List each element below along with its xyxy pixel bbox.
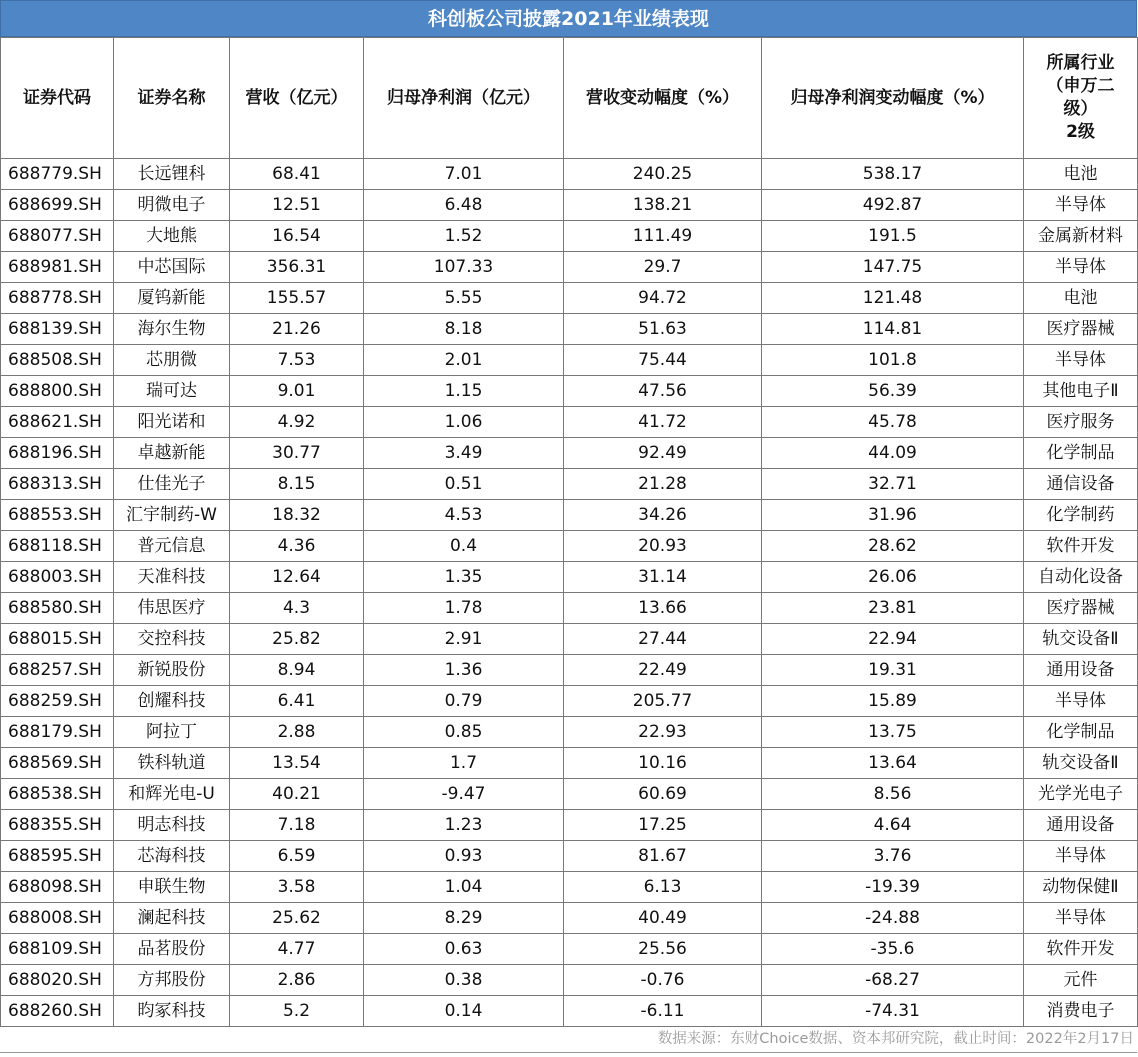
- table-row: [1, 190, 1138, 221]
- cell-revenue: 7.53: [230, 345, 364, 376]
- table-row: [1, 903, 1138, 934]
- cell-revenue-change: 22.93: [564, 717, 762, 748]
- cell-revenue-change: 20.93: [564, 531, 762, 562]
- cell-industry: 轨交设备Ⅱ: [1024, 748, 1138, 779]
- cell-revenue: 2.86: [230, 965, 364, 996]
- cell-profit-change: -35.6: [762, 934, 1024, 965]
- cell-industry: 软件开发: [1024, 531, 1138, 562]
- cell-code: 688553.SH: [1, 500, 114, 531]
- cell-profit-change: -24.88: [762, 903, 1024, 934]
- cell-revenue: 4.77: [230, 934, 364, 965]
- cell-profit: -9.47: [364, 779, 564, 810]
- cell-code: 688260.SH: [1, 996, 114, 1027]
- cell-profit-change: 45.78: [762, 407, 1024, 438]
- cell-name: 明志科技: [114, 810, 230, 841]
- cell-revenue-change: 41.72: [564, 407, 762, 438]
- cell-profit-change: 31.96: [762, 500, 1024, 531]
- table-row: [1, 159, 1138, 190]
- cell-profit-change: 492.87: [762, 190, 1024, 221]
- cell-revenue-change: 34.26: [564, 500, 762, 531]
- cell-code: 688257.SH: [1, 655, 114, 686]
- cell-profit-change: 44.09: [762, 438, 1024, 469]
- cell-revenue-change: 17.25: [564, 810, 762, 841]
- cell-code: 688595.SH: [1, 841, 114, 872]
- cell-profit: 7.01: [364, 159, 564, 190]
- cell-profit-change: 26.06: [762, 562, 1024, 593]
- cell-revenue: 6.59: [230, 841, 364, 872]
- cell-industry: 通用设备: [1024, 810, 1138, 841]
- cell-profit-change: 147.75: [762, 252, 1024, 283]
- table-row: [1, 841, 1138, 872]
- cell-profit: 4.53: [364, 500, 564, 531]
- cell-code: 688355.SH: [1, 810, 114, 841]
- table-row: [1, 748, 1138, 779]
- cell-profit: 1.7: [364, 748, 564, 779]
- cell-industry: 半导体: [1024, 903, 1138, 934]
- cell-industry: 半导体: [1024, 252, 1138, 283]
- cell-profit: 2.91: [364, 624, 564, 655]
- table-row: [1, 965, 1138, 996]
- cell-code: 688580.SH: [1, 593, 114, 624]
- header-revenue-change: 营收变动幅度（%）: [564, 38, 762, 159]
- cell-revenue: 13.54: [230, 748, 364, 779]
- table-row: [1, 810, 1138, 841]
- cell-profit: 1.36: [364, 655, 564, 686]
- cell-profit: 1.23: [364, 810, 564, 841]
- cell-revenue-change: 51.63: [564, 314, 762, 345]
- cell-revenue-change: -6.11: [564, 996, 762, 1027]
- cell-profit: 0.85: [364, 717, 564, 748]
- header-industry: [1024, 38, 1138, 159]
- header-name: 证券名称: [114, 38, 230, 159]
- table-row: [1, 221, 1138, 252]
- cell-revenue: 155.57: [230, 283, 364, 314]
- cell-revenue: 30.77: [230, 438, 364, 469]
- cell-profit-change: 23.81: [762, 593, 1024, 624]
- cell-industry: 软件开发: [1024, 934, 1138, 965]
- cell-name: 申联生物: [114, 872, 230, 903]
- cell-code: 688779.SH: [1, 159, 114, 190]
- cell-profit: 1.04: [364, 872, 564, 903]
- cell-industry: 轨交设备Ⅱ: [1024, 624, 1138, 655]
- cell-revenue: 4.3: [230, 593, 364, 624]
- cell-code: 688778.SH: [1, 283, 114, 314]
- cell-profit-change: 121.48: [762, 283, 1024, 314]
- table-row: [1, 686, 1138, 717]
- cell-revenue: 3.58: [230, 872, 364, 903]
- header-revenue: 营收（亿元）: [230, 38, 364, 159]
- cell-name: 中芯国际: [114, 252, 230, 283]
- cell-name: 阳光诺和: [114, 407, 230, 438]
- table-row: [1, 562, 1138, 593]
- cell-revenue-change: 27.44: [564, 624, 762, 655]
- cell-revenue: 68.41: [230, 159, 364, 190]
- cell-code: 688800.SH: [1, 376, 114, 407]
- cell-industry: 半导体: [1024, 841, 1138, 872]
- cell-industry: 金属新材料: [1024, 221, 1138, 252]
- cell-profit-change: 191.5: [762, 221, 1024, 252]
- table-row: [1, 655, 1138, 686]
- cell-profit-change: 22.94: [762, 624, 1024, 655]
- table-row: [1, 934, 1138, 965]
- cell-profit: 0.79: [364, 686, 564, 717]
- cell-revenue: 9.01: [230, 376, 364, 407]
- cell-profit: 1.52: [364, 221, 564, 252]
- cell-revenue-change: 94.72: [564, 283, 762, 314]
- cell-revenue: 40.21: [230, 779, 364, 810]
- cell-revenue: 6.41: [230, 686, 364, 717]
- table-row: [1, 345, 1138, 376]
- cell-profit-change: 114.81: [762, 314, 1024, 345]
- cell-name: 方邦股份: [114, 965, 230, 996]
- cell-name: 瑞可达: [114, 376, 230, 407]
- cell-revenue: 356.31: [230, 252, 364, 283]
- cell-revenue-change: 60.69: [564, 779, 762, 810]
- cell-profit-change: -74.31: [762, 996, 1024, 1027]
- cell-name: 交控科技: [114, 624, 230, 655]
- cell-profit-change: -19.39: [762, 872, 1024, 903]
- cell-revenue: 4.36: [230, 531, 364, 562]
- cell-name: 厦钨新能: [114, 283, 230, 314]
- cell-revenue-change: 47.56: [564, 376, 762, 407]
- cell-code: 688699.SH: [1, 190, 114, 221]
- cell-revenue: 21.26: [230, 314, 364, 345]
- cell-name: 普元信息: [114, 531, 230, 562]
- cell-industry: 其他电子Ⅱ: [1024, 376, 1138, 407]
- header-industry-label: 所属行业（申万二级）: [1046, 53, 1115, 119]
- cell-profit-change: 13.64: [762, 748, 1024, 779]
- cell-profit-change: 4.64: [762, 810, 1024, 841]
- cell-profit: 0.38: [364, 965, 564, 996]
- cell-revenue-change: 138.21: [564, 190, 762, 221]
- table-row: [1, 717, 1138, 748]
- table-row: [1, 996, 1138, 1027]
- cell-code: 688196.SH: [1, 438, 114, 469]
- cell-code: 688008.SH: [1, 903, 114, 934]
- cell-profit: 0.63: [364, 934, 564, 965]
- table-row: [1, 500, 1138, 531]
- cell-profit: 1.35: [364, 562, 564, 593]
- table-row: [1, 469, 1138, 500]
- cell-revenue-change: 92.49: [564, 438, 762, 469]
- cell-code: 688077.SH: [1, 221, 114, 252]
- cell-profit: 0.14: [364, 996, 564, 1027]
- cell-name: 伟思医疗: [114, 593, 230, 624]
- cell-revenue-change: 13.66: [564, 593, 762, 624]
- cell-revenue-change: 6.13: [564, 872, 762, 903]
- cell-revenue: 25.82: [230, 624, 364, 655]
- table-row: [1, 376, 1138, 407]
- cell-revenue-change: 205.77: [564, 686, 762, 717]
- header-row: [1, 38, 1138, 159]
- cell-profit: 8.29: [364, 903, 564, 934]
- cell-revenue-change: 240.25: [564, 159, 762, 190]
- cell-profit-change: 15.89: [762, 686, 1024, 717]
- cell-profit-change: 13.75: [762, 717, 1024, 748]
- cell-industry: 电池: [1024, 159, 1138, 190]
- cell-code: 688015.SH: [1, 624, 114, 655]
- cell-code: 688179.SH: [1, 717, 114, 748]
- cell-profit: 5.55: [364, 283, 564, 314]
- cell-name: 芯朋微: [114, 345, 230, 376]
- cell-code: 688259.SH: [1, 686, 114, 717]
- header-profit: 归母净利润（亿元）: [364, 38, 564, 159]
- cell-industry: 动物保健Ⅱ: [1024, 872, 1138, 903]
- cell-revenue-change: 29.7: [564, 252, 762, 283]
- cell-name: 海尔生物: [114, 314, 230, 345]
- cell-industry: 半导体: [1024, 686, 1138, 717]
- table-row: [1, 531, 1138, 562]
- cell-profit: 0.93: [364, 841, 564, 872]
- cell-industry: 光学光电子: [1024, 779, 1138, 810]
- header-profit-change: 归母净利润变动幅度（%）: [762, 38, 1024, 159]
- cell-profit-change: 56.39: [762, 376, 1024, 407]
- performance-table: [0, 37, 1138, 1027]
- cell-revenue: 4.92: [230, 407, 364, 438]
- cell-industry: 半导体: [1024, 345, 1138, 376]
- cell-code: 688621.SH: [1, 407, 114, 438]
- cell-profit-change: 538.17: [762, 159, 1024, 190]
- cell-code: 688508.SH: [1, 345, 114, 376]
- cell-code: 688003.SH: [1, 562, 114, 593]
- cell-code: 688538.SH: [1, 779, 114, 810]
- cell-profit-change: 8.56: [762, 779, 1024, 810]
- table-title: 科创板公司披露2021年业绩表现: [0, 0, 1137, 37]
- cell-code: 688139.SH: [1, 314, 114, 345]
- cell-industry: 通用设备: [1024, 655, 1138, 686]
- cell-profit: 3.49: [364, 438, 564, 469]
- cell-name: 大地熊: [114, 221, 230, 252]
- cell-revenue-change: 21.28: [564, 469, 762, 500]
- cell-industry: 电池: [1024, 283, 1138, 314]
- cell-revenue: 7.18: [230, 810, 364, 841]
- cell-industry: 化学制品: [1024, 438, 1138, 469]
- cell-code: 688020.SH: [1, 965, 114, 996]
- cell-revenue-change: 31.14: [564, 562, 762, 593]
- cell-name: 和辉光电-U: [114, 779, 230, 810]
- cell-industry: 化学制品: [1024, 717, 1138, 748]
- cell-profit-change: 3.76: [762, 841, 1024, 872]
- cell-profit-change: 28.62: [762, 531, 1024, 562]
- cell-revenue: 5.2: [230, 996, 364, 1027]
- cell-revenue: 8.15: [230, 469, 364, 500]
- cell-profit-change: -68.27: [762, 965, 1024, 996]
- cell-profit: 0.4: [364, 531, 564, 562]
- cell-profit-change: 101.8: [762, 345, 1024, 376]
- cell-industry: 医疗器械: [1024, 314, 1138, 345]
- table-row: [1, 407, 1138, 438]
- table-row: [1, 438, 1138, 469]
- cell-revenue: 12.64: [230, 562, 364, 593]
- cell-profit-change: 19.31: [762, 655, 1024, 686]
- cell-profit: 6.48: [364, 190, 564, 221]
- cell-name: 明微电子: [114, 190, 230, 221]
- cell-code: 688109.SH: [1, 934, 114, 965]
- cell-revenue: 25.62: [230, 903, 364, 934]
- cell-profit: 1.78: [364, 593, 564, 624]
- header-industry-level: 2级: [1066, 122, 1095, 142]
- cell-industry: 自动化设备: [1024, 562, 1138, 593]
- cell-revenue-change: 40.49: [564, 903, 762, 934]
- cell-industry: 医疗服务: [1024, 407, 1138, 438]
- table-row: [1, 872, 1138, 903]
- cell-revenue: 2.88: [230, 717, 364, 748]
- cell-code: 688098.SH: [1, 872, 114, 903]
- cell-revenue: 12.51: [230, 190, 364, 221]
- cell-revenue-change: 111.49: [564, 221, 762, 252]
- cell-name: 卓越新能: [114, 438, 230, 469]
- cell-industry: 通信设备: [1024, 469, 1138, 500]
- bottom-divider: [0, 1052, 1137, 1053]
- cell-name: 澜起科技: [114, 903, 230, 934]
- cell-profit: 0.51: [364, 469, 564, 500]
- cell-name: 天准科技: [114, 562, 230, 593]
- table-row: [1, 252, 1138, 283]
- cell-code: 688118.SH: [1, 531, 114, 562]
- table-row: [1, 593, 1138, 624]
- cell-profit: 1.06: [364, 407, 564, 438]
- cell-industry: 医疗器械: [1024, 593, 1138, 624]
- cell-name: 仕佳光子: [114, 469, 230, 500]
- cell-profit: 8.18: [364, 314, 564, 345]
- table-row: [1, 624, 1138, 655]
- cell-revenue: 8.94: [230, 655, 364, 686]
- cell-name: 创耀科技: [114, 686, 230, 717]
- cell-code: 688569.SH: [1, 748, 114, 779]
- cell-name: 汇宇制药-W: [114, 500, 230, 531]
- cell-industry: 化学制药: [1024, 500, 1138, 531]
- cell-name: 新锐股份: [114, 655, 230, 686]
- cell-revenue-change: -0.76: [564, 965, 762, 996]
- table-row: [1, 314, 1138, 345]
- cell-profit: 107.33: [364, 252, 564, 283]
- cell-industry: 半导体: [1024, 190, 1138, 221]
- cell-name: 芯海科技: [114, 841, 230, 872]
- cell-industry: 元件: [1024, 965, 1138, 996]
- cell-revenue-change: 22.49: [564, 655, 762, 686]
- cell-code: 688981.SH: [1, 252, 114, 283]
- cell-name: 阿拉丁: [114, 717, 230, 748]
- table-row: [1, 779, 1138, 810]
- cell-revenue: 18.32: [230, 500, 364, 531]
- cell-name: 长远锂科: [114, 159, 230, 190]
- cell-industry: 消费电子: [1024, 996, 1138, 1027]
- cell-profit-change: 32.71: [762, 469, 1024, 500]
- cell-name: 铁科轨道: [114, 748, 230, 779]
- cell-revenue-change: 75.44: [564, 345, 762, 376]
- table-row: [1, 283, 1138, 314]
- cell-profit: 1.15: [364, 376, 564, 407]
- cell-name: 昀冢科技: [114, 996, 230, 1027]
- cell-revenue: 16.54: [230, 221, 364, 252]
- header-code: 证券代码: [1, 38, 114, 159]
- cell-name: 品茗股份: [114, 934, 230, 965]
- cell-revenue-change: 25.56: [564, 934, 762, 965]
- cell-revenue-change: 10.16: [564, 748, 762, 779]
- cell-code: 688313.SH: [1, 469, 114, 500]
- table-body: [1, 159, 1138, 1027]
- cell-revenue-change: 81.67: [564, 841, 762, 872]
- source-note: 数据来源：东财Choice数据、资本邦研究院，截止时间：2022年2月17日: [657, 1031, 1134, 1047]
- cell-profit: 2.01: [364, 345, 564, 376]
